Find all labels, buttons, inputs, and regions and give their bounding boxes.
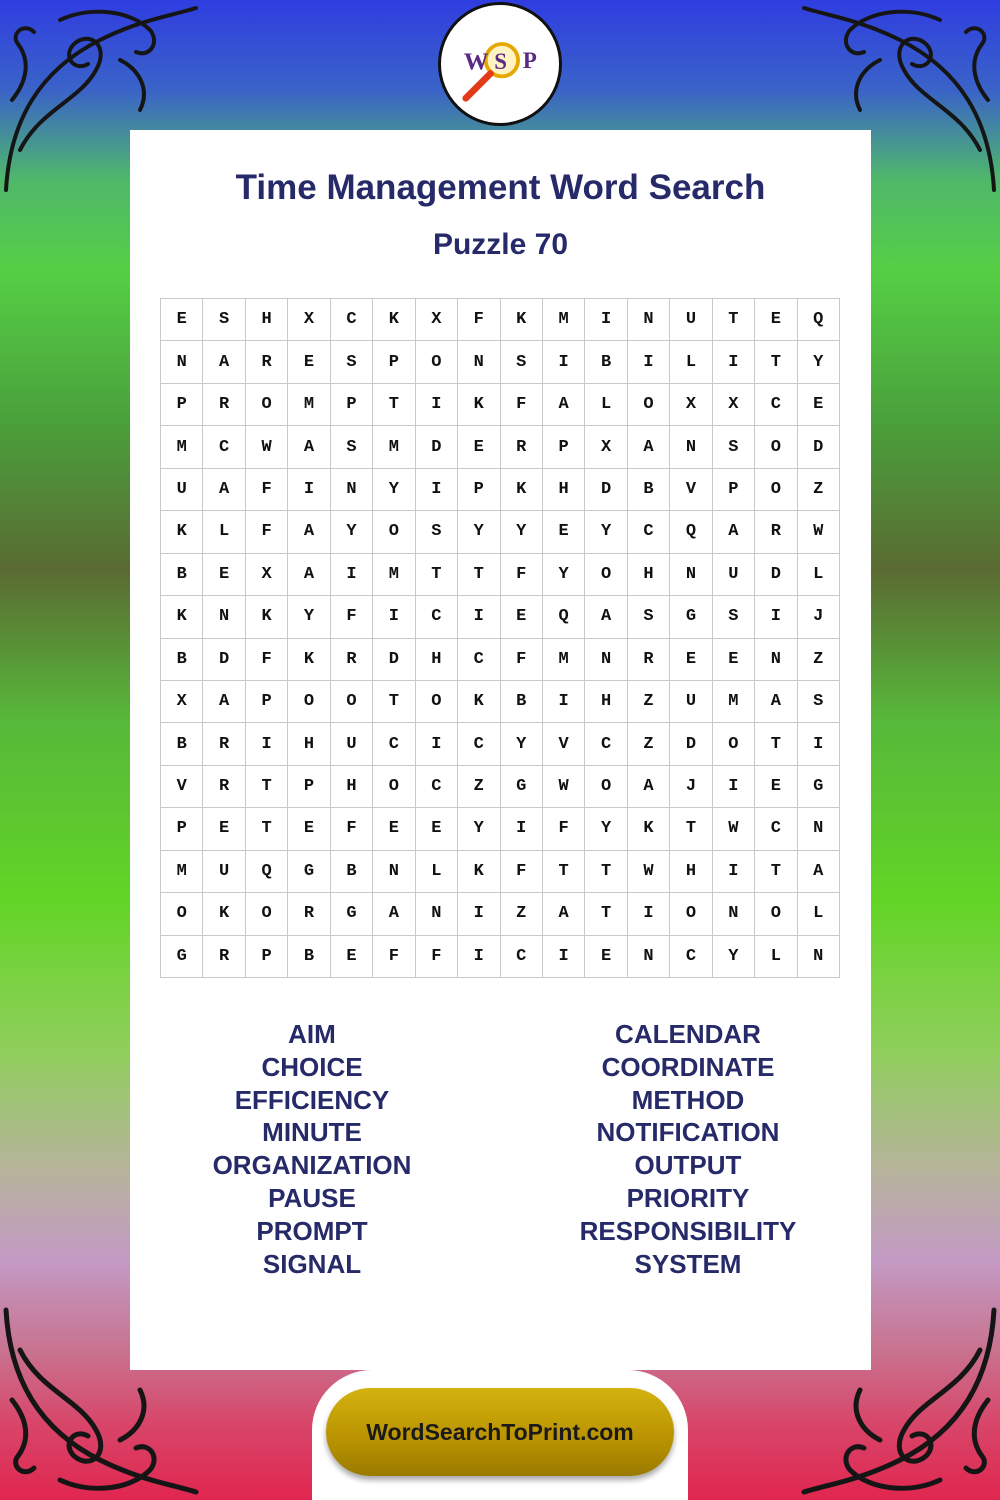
grid-cell[interactable]: A <box>628 426 670 468</box>
grid-cell[interactable]: A <box>543 893 585 935</box>
grid-cell[interactable]: Q <box>670 511 712 553</box>
word-list-left <box>172 1018 452 1280</box>
grid-cell[interactable]: U <box>713 554 755 596</box>
grid-cell[interactable]: E <box>543 511 585 553</box>
grid-cell[interactable]: Y <box>373 469 415 511</box>
grid-cell[interactable]: I <box>416 469 458 511</box>
grid-cell[interactable]: O <box>755 893 797 935</box>
grid-cell[interactable]: E <box>755 766 797 808</box>
logo-letter-w: W <box>463 48 489 76</box>
grid-cell[interactable]: I <box>713 341 755 383</box>
grid-cell[interactable]: L <box>798 554 840 596</box>
word-item: AIM <box>288 1019 336 1049</box>
grid-cell[interactable]: E <box>203 808 245 850</box>
grid-cell[interactable]: B <box>585 341 627 383</box>
grid-cell[interactable]: A <box>373 893 415 935</box>
logo-letter-s: S <box>494 48 507 74</box>
grid-cell[interactable]: I <box>373 596 415 638</box>
grid-cell[interactable]: V <box>161 766 203 808</box>
grid-cell[interactable]: F <box>331 808 373 850</box>
grid-cell[interactable]: O <box>585 554 627 596</box>
grid-cell[interactable]: A <box>203 341 245 383</box>
letter-grid <box>160 298 840 978</box>
grid-cell[interactable]: V <box>670 469 712 511</box>
grid-cell[interactable]: W <box>543 766 585 808</box>
grid-cell[interactable]: W <box>628 851 670 893</box>
grid-cell[interactable]: U <box>331 723 373 765</box>
word-item: EFFICIENCY <box>234 1084 390 1115</box>
grid-cell[interactable]: D <box>670 723 712 765</box>
grid-cell[interactable]: I <box>543 341 585 383</box>
grid-cell[interactable]: I <box>543 936 585 978</box>
grid-cell[interactable]: Y <box>713 936 755 978</box>
grid-cell[interactable]: T <box>585 851 627 893</box>
grid-cell[interactable]: E <box>585 936 627 978</box>
grid-cell[interactable]: A <box>628 766 670 808</box>
grid-cell[interactable]: S <box>203 299 245 341</box>
grid-cell[interactable]: C <box>458 639 500 681</box>
grid-cell[interactable]: I <box>798 723 840 765</box>
grid-cell[interactable]: O <box>246 893 288 935</box>
grid-cell[interactable]: Z <box>458 766 500 808</box>
grid-cell[interactable]: K <box>628 808 670 850</box>
grid-cell[interactable]: X <box>670 384 712 426</box>
grid-cell[interactable]: P <box>288 766 330 808</box>
grid-cell[interactable]: E <box>203 554 245 596</box>
grid-cell[interactable]: S <box>628 596 670 638</box>
grid-cell[interactable]: A <box>203 469 245 511</box>
grid-cell[interactable]: P <box>458 469 500 511</box>
grid-cell[interactable]: S <box>501 341 543 383</box>
grid-cell[interactable]: N <box>161 341 203 383</box>
grid-cell[interactable]: C <box>416 766 458 808</box>
grid-cell[interactable]: X <box>713 384 755 426</box>
grid-cell[interactable]: E <box>161 299 203 341</box>
grid-cell[interactable]: T <box>755 341 797 383</box>
grid-cell[interactable]: R <box>331 639 373 681</box>
grid-cell[interactable]: Z <box>628 723 670 765</box>
grid-cell[interactable]: Z <box>798 639 840 681</box>
grid-cell[interactable]: N <box>458 341 500 383</box>
grid-cell[interactable]: N <box>798 936 840 978</box>
grid-cell[interactable]: L <box>585 384 627 426</box>
grid-cell[interactable]: B <box>501 681 543 723</box>
grid-cell[interactable]: N <box>670 426 712 468</box>
grid-cell[interactable]: W <box>246 426 288 468</box>
grid-cell[interactable]: W <box>798 511 840 553</box>
grid-cell[interactable]: M <box>543 639 585 681</box>
grid-cell[interactable]: C <box>585 723 627 765</box>
grid-cell[interactable]: K <box>501 469 543 511</box>
grid-cell[interactable]: N <box>585 639 627 681</box>
grid-cell[interactable]: T <box>373 681 415 723</box>
grid-cell[interactable]: N <box>755 639 797 681</box>
grid-cell[interactable]: I <box>246 723 288 765</box>
grid-cell[interactable]: K <box>458 384 500 426</box>
word-item: MINUTE <box>262 1117 362 1148</box>
magnifier-icon <box>441 5 559 123</box>
word-item: CALENDAR <box>615 1019 761 1049</box>
grid-cell[interactable]: Y <box>798 341 840 383</box>
grid-cell[interactable]: Y <box>458 511 500 553</box>
grid-cell[interactable]: I <box>628 341 670 383</box>
grid-cell[interactable]: J <box>798 596 840 638</box>
grid-cell[interactable]: A <box>288 426 330 468</box>
grid-cell[interactable]: I <box>755 596 797 638</box>
word-item: SYSTEM <box>634 1248 742 1279</box>
grid-cell[interactable]: O <box>670 893 712 935</box>
grid-cell[interactable]: T <box>416 554 458 596</box>
grid-cell[interactable]: M <box>713 681 755 723</box>
grid-cell[interactable]: L <box>755 936 797 978</box>
grid-cell[interactable]: I <box>713 851 755 893</box>
grid-cell[interactable]: E <box>755 299 797 341</box>
grid-cell[interactable]: Y <box>288 596 330 638</box>
grid-cell[interactable]: O <box>331 681 373 723</box>
grid-cell[interactable]: P <box>713 469 755 511</box>
grid-cell[interactable]: I <box>458 936 500 978</box>
grid-cell[interactable]: R <box>203 766 245 808</box>
grid-cell[interactable]: E <box>288 341 330 383</box>
grid-cell[interactable]: K <box>161 511 203 553</box>
grid-cell[interactable]: V <box>543 723 585 765</box>
grid-cell[interactable]: T <box>755 723 797 765</box>
page-title: Time Management Word Search <box>235 168 766 207</box>
puzzle-sheet <box>130 130 871 1370</box>
logo-letter-p: P <box>522 47 537 73</box>
grid-cell[interactable]: I <box>543 681 585 723</box>
word-item: PRIORITY <box>626 1182 750 1213</box>
grid-cell[interactable]: F <box>246 639 288 681</box>
grid-cell[interactable]: N <box>331 469 373 511</box>
grid-cell[interactable]: Y <box>585 808 627 850</box>
grid-cell[interactable]: A <box>288 554 330 596</box>
grid-cell[interactable]: X <box>246 554 288 596</box>
grid-cell[interactable]: E <box>713 639 755 681</box>
grid-cell[interactable]: K <box>203 893 245 935</box>
grid-cell[interactable]: H <box>628 554 670 596</box>
grid-cell[interactable]: C <box>755 808 797 850</box>
grid-cell[interactable]: C <box>331 299 373 341</box>
grid-cell[interactable]: T <box>373 384 415 426</box>
grid-cell[interactable]: S <box>331 341 373 383</box>
grid-cell[interactable]: E <box>670 639 712 681</box>
grid-cell[interactable]: E <box>501 596 543 638</box>
grid-cell[interactable]: S <box>331 426 373 468</box>
grid-cell[interactable]: N <box>713 893 755 935</box>
grid-cell[interactable]: R <box>755 511 797 553</box>
grid-cell[interactable]: X <box>585 426 627 468</box>
grid-cell[interactable]: S <box>798 681 840 723</box>
grid-cell[interactable]: Q <box>798 299 840 341</box>
grid-cell[interactable]: T <box>246 808 288 850</box>
grid-cell[interactable]: G <box>331 893 373 935</box>
grid-cell[interactable]: G <box>288 851 330 893</box>
grid-cell[interactable]: I <box>458 596 500 638</box>
grid-cell[interactable]: C <box>670 936 712 978</box>
word-item: PROMPT <box>256 1215 368 1246</box>
word-list-right <box>548 1018 828 1280</box>
grid-cell[interactable]: N <box>628 936 670 978</box>
grid-cell[interactable]: X <box>161 681 203 723</box>
grid-cell[interactable]: O <box>713 723 755 765</box>
grid-cell[interactable]: C <box>416 596 458 638</box>
grid-cell[interactable]: F <box>501 554 543 596</box>
grid-cell[interactable]: Y <box>585 511 627 553</box>
grid-cell[interactable]: B <box>161 554 203 596</box>
grid-cell[interactable]: F <box>373 936 415 978</box>
grid-cell[interactable]: R <box>288 893 330 935</box>
grid-cell[interactable]: K <box>373 299 415 341</box>
grid-cell[interactable]: E <box>373 808 415 850</box>
grid-cell[interactable]: X <box>416 299 458 341</box>
grid-cell[interactable]: F <box>501 384 543 426</box>
grid-cell[interactable]: I <box>628 893 670 935</box>
grid-cell[interactable]: Z <box>798 469 840 511</box>
grid-cell[interactable]: Q <box>543 596 585 638</box>
site-link-button[interactable]: WordSearchToPrint.com <box>326 1388 674 1476</box>
wsp-logo[interactable] <box>438 2 562 126</box>
grid-cell[interactable]: K <box>501 299 543 341</box>
grid-cell[interactable]: H <box>543 469 585 511</box>
grid-cell[interactable]: I <box>713 766 755 808</box>
grid-cell[interactable]: P <box>543 426 585 468</box>
grid-cell[interactable]: E <box>331 936 373 978</box>
grid-cell[interactable]: M <box>161 851 203 893</box>
grid-cell[interactable]: C <box>458 723 500 765</box>
grid-cell[interactable]: H <box>288 723 330 765</box>
grid-cell[interactable]: O <box>755 469 797 511</box>
grid-cell[interactable]: I <box>416 384 458 426</box>
grid-cell[interactable]: O <box>246 384 288 426</box>
grid-cell[interactable]: Y <box>543 554 585 596</box>
grid-cell[interactable]: Y <box>501 511 543 553</box>
grid-cell[interactable]: F <box>331 596 373 638</box>
grid-cell[interactable]: H <box>246 299 288 341</box>
grid-cell[interactable]: U <box>203 851 245 893</box>
grid-cell[interactable]: F <box>501 639 543 681</box>
grid-cell[interactable]: S <box>713 426 755 468</box>
word-item: OUTPUT <box>634 1150 742 1181</box>
grid-cell[interactable]: P <box>331 384 373 426</box>
grid-cell[interactable]: N <box>670 554 712 596</box>
grid-cell[interactable]: K <box>288 639 330 681</box>
word-item: NOTIFICATION <box>596 1117 780 1148</box>
grid-cell[interactable]: A <box>798 851 840 893</box>
grid-cell[interactable]: Y <box>458 808 500 850</box>
grid-cell[interactable]: M <box>373 554 415 596</box>
grid-cell[interactable]: O <box>628 384 670 426</box>
grid-cell[interactable]: C <box>373 723 415 765</box>
grid-cell[interactable]: N <box>798 808 840 850</box>
grid-cell[interactable]: O <box>416 341 458 383</box>
grid-cell[interactable]: G <box>798 766 840 808</box>
word-item: SIGNAL <box>262 1248 362 1279</box>
grid-cell[interactable]: T <box>755 851 797 893</box>
word-item: CHOICE <box>261 1051 363 1082</box>
grid-cell[interactable]: O <box>288 681 330 723</box>
grid-cell[interactable]: O <box>416 681 458 723</box>
word-item: PAUSE <box>268 1182 356 1213</box>
grid-cell[interactable]: E <box>458 426 500 468</box>
grid-cell[interactable]: M <box>373 426 415 468</box>
grid-cell[interactable]: N <box>628 299 670 341</box>
grid-cell[interactable]: R <box>203 723 245 765</box>
grid-cell[interactable]: C <box>755 384 797 426</box>
grid-cell[interactable]: L <box>416 851 458 893</box>
grid-cell[interactable]: T <box>246 766 288 808</box>
grid-cell[interactable]: I <box>416 723 458 765</box>
grid-cell[interactable]: F <box>543 808 585 850</box>
grid-cell[interactable]: L <box>798 893 840 935</box>
grid-cell[interactable]: X <box>288 299 330 341</box>
grid-cell[interactable]: I <box>585 299 627 341</box>
grid-cell[interactable]: Z <box>628 681 670 723</box>
grid-cell[interactable]: U <box>161 469 203 511</box>
grid-cell[interactable]: A <box>585 596 627 638</box>
puzzle-number: Puzzle 70 <box>432 228 569 261</box>
grid-cell[interactable]: A <box>713 511 755 553</box>
grid-cell[interactable]: Q <box>246 851 288 893</box>
grid-cell[interactable]: F <box>501 851 543 893</box>
grid-cell[interactable]: B <box>628 469 670 511</box>
grid-cell[interactable]: F <box>246 511 288 553</box>
grid-cell[interactable]: I <box>501 808 543 850</box>
grid-cell[interactable]: E <box>288 808 330 850</box>
grid-cell[interactable]: H <box>331 766 373 808</box>
grid-cell[interactable]: G <box>670 596 712 638</box>
grid-cell[interactable]: D <box>373 639 415 681</box>
grid-cell[interactable]: N <box>416 893 458 935</box>
grid-cell[interactable]: O <box>161 893 203 935</box>
grid-cell[interactable]: F <box>416 936 458 978</box>
grid-cell[interactable]: M <box>161 426 203 468</box>
grid-cell[interactable]: K <box>458 681 500 723</box>
grid-cell[interactable]: O <box>373 766 415 808</box>
grid-cell[interactable]: K <box>246 596 288 638</box>
grid-cell[interactable]: K <box>161 596 203 638</box>
grid-cell[interactable]: U <box>670 299 712 341</box>
grid-cell[interactable]: G <box>161 936 203 978</box>
grid-cell[interactable]: F <box>458 299 500 341</box>
grid-cell[interactable]: M <box>543 299 585 341</box>
grid-cell[interactable]: N <box>373 851 415 893</box>
grid-cell[interactable]: A <box>288 511 330 553</box>
grid-cell[interactable]: K <box>458 851 500 893</box>
grid-cell[interactable]: J <box>670 766 712 808</box>
word-item: COORDINATE <box>601 1051 775 1082</box>
grid-cell[interactable]: L <box>670 341 712 383</box>
grid-cell[interactable]: D <box>585 469 627 511</box>
grid-cell[interactable]: P <box>161 808 203 850</box>
grid-cell[interactable]: E <box>798 384 840 426</box>
grid-cell[interactable]: D <box>755 554 797 596</box>
grid-cell[interactable]: R <box>246 341 288 383</box>
grid-cell[interactable]: D <box>416 426 458 468</box>
grid-cell[interactable]: D <box>203 639 245 681</box>
grid-cell[interactable]: S <box>713 596 755 638</box>
grid-cell[interactable]: R <box>628 639 670 681</box>
grid-cell[interactable]: B <box>161 723 203 765</box>
grid-cell[interactable]: U <box>670 681 712 723</box>
grid-cell[interactable]: G <box>501 766 543 808</box>
grid-cell[interactable]: T <box>543 851 585 893</box>
grid-cell[interactable]: R <box>501 426 543 468</box>
grid-cell[interactable]: A <box>755 681 797 723</box>
grid-cell[interactable]: F <box>246 469 288 511</box>
grid-cell[interactable]: P <box>246 681 288 723</box>
grid-cell[interactable]: W <box>713 808 755 850</box>
grid-cell[interactable]: M <box>288 384 330 426</box>
word-item: METHOD <box>631 1084 745 1115</box>
grid-cell[interactable]: O <box>373 511 415 553</box>
grid-cell[interactable]: N <box>203 596 245 638</box>
grid-cell[interactable]: T <box>713 299 755 341</box>
grid-cell[interactable]: I <box>458 893 500 935</box>
grid-cell[interactable]: Y <box>501 723 543 765</box>
grid-cell[interactable]: P <box>161 384 203 426</box>
grid-cell[interactable]: P <box>246 936 288 978</box>
grid-cell[interactable]: E <box>416 808 458 850</box>
grid-cell[interactable]: H <box>585 681 627 723</box>
grid-cell[interactable]: R <box>203 384 245 426</box>
grid-cell[interactable]: Z <box>501 893 543 935</box>
grid-cell[interactable]: B <box>331 851 373 893</box>
grid-cell[interactable]: H <box>670 851 712 893</box>
word-item: RESPONSIBILITY <box>579 1215 797 1246</box>
grid-cell[interactable]: A <box>203 681 245 723</box>
grid-cell[interactable]: T <box>670 808 712 850</box>
grid-cell[interactable]: H <box>416 639 458 681</box>
grid-cell[interactable]: T <box>458 554 500 596</box>
grid-cell[interactable]: C <box>203 426 245 468</box>
grid-cell[interactable]: O <box>585 766 627 808</box>
grid-cell[interactable]: L <box>203 511 245 553</box>
grid-cell[interactable]: I <box>288 469 330 511</box>
grid-cell[interactable]: B <box>161 639 203 681</box>
grid-cell[interactable]: C <box>628 511 670 553</box>
grid-cell[interactable]: P <box>373 341 415 383</box>
grid-cell[interactable]: S <box>416 511 458 553</box>
grid-cell[interactable]: T <box>585 893 627 935</box>
word-item: ORGANIZATION <box>212 1150 412 1181</box>
grid-cell[interactable]: A <box>543 384 585 426</box>
grid-cell[interactable]: D <box>798 426 840 468</box>
grid-cell[interactable]: B <box>288 936 330 978</box>
grid-cell[interactable]: C <box>501 936 543 978</box>
grid-cell[interactable]: I <box>331 554 373 596</box>
grid-cell[interactable]: O <box>755 426 797 468</box>
grid-cell[interactable]: R <box>203 936 245 978</box>
grid-cell[interactable]: Y <box>331 511 373 553</box>
